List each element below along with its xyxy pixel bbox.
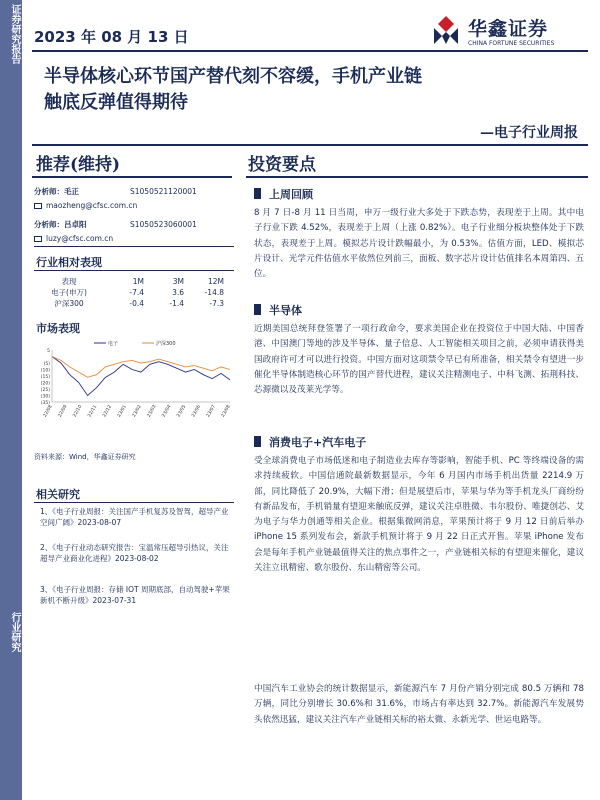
section-text-semiconductor: 近期美国总统拜登签署了一项行政命令，要求美国企业在投资位于中国大陆、中国香港、中国澳门等地的涉及半导体、量子信息、人工智能相关项目之前，必须申请获得美国政府许可才可以进行投资。中国方面对这项禁令早已有所准备，相关禁令有望进一步催化半导体制造核心环节的国产替代进程，建议关注精测电子、中科飞测、拓荆科技、芯源微以及茂莱光学等。 <box>254 324 584 396</box>
x-tick-label: 23/05 <box>176 404 188 419</box>
bullet-square-icon <box>254 188 261 199</box>
x-tick-label: 23/01 <box>117 404 128 419</box>
mail-icon <box>34 203 42 209</box>
analyst-2-name: 分析师：吕卓阳 <box>34 220 87 229</box>
legend-hs300: 沪深300 <box>156 341 176 347</box>
series-line-0 <box>52 357 230 396</box>
table-header-row: 表现 1M 3M 12M <box>61 277 224 286</box>
y-tick-label: (10) <box>40 368 50 374</box>
table-row: 沪深300 -0.4 -1.4 -7.3 <box>54 299 224 308</box>
rating: 推荐(维持) <box>36 155 121 175</box>
section-text-auto: 中国汽车工业协会的统计数据显示，新能源汽车 7 月份产销分别完成 80.5 万辆和 78 万辆，同比分别增长 30.6%和 31.6%，市场占有率达到 32.7%。新能源汽车发展势头依然迅猛，建议关注汽车产业链相关标的裕太微、永新光学、世运电路等。 <box>254 684 584 725</box>
y-tick-label: (20) <box>40 381 50 387</box>
section-heading: 上周回顾 <box>254 186 313 202</box>
section-heading: 消费电子+汽车电子 <box>254 434 366 450</box>
x-tick-label: 23/06 <box>191 404 203 419</box>
section-text-review: 8 月 7 日-8 月 11 日当周，申万一级行业大多处于下跌态势，表现差于上周。其中电子行业下跌 4.52%，表现差于上周（上涨 0.82%）。电子行业细分板块整体处于下跌状态，表现差于上周。模拟芯片设计跌幅最小，为 0.53%。估值方面，LED、模拟芯片设计、光学元件估值水平依然位列前三，面板、数字芯片设计估值排名本周第四、五位。 <box>254 208 584 280</box>
logo-mark-icon <box>430 14 462 46</box>
chart-source: 资料来源：Wind，华鑫证券研究 <box>34 453 136 461</box>
performance-table <box>34 276 234 309</box>
related-item-3[interactable]: 3、《电子行业周报：存储 IOT 周期底部，自动驾驶+苹果新机不断升级》2023-07-31 <box>40 585 230 605</box>
x-tick-label: 22/12 <box>102 404 114 419</box>
x-tick-label: 22/09 <box>57 404 69 419</box>
legend-electronics: 电子 <box>108 341 119 347</box>
x-tick-label: 23/02 <box>131 404 143 419</box>
section-heading: 半导体 <box>254 302 302 318</box>
analyst-2-email[interactable]: luzy@cfsc.com.cn <box>46 234 114 243</box>
table-row: 电子(申万) -7.4 3.6 -14.8 <box>51 288 224 297</box>
rating-underline <box>32 176 232 178</box>
market-chart <box>34 338 234 430</box>
x-tick-label: 23/08 <box>220 404 232 419</box>
side-banner <box>0 0 22 800</box>
related-item-1[interactable]: 1、《电子行业周报：关注国产手机复苏及智驾，超导产业空间广阔》2023-08-07 <box>40 507 229 527</box>
y-tick-label: 5 <box>47 349 50 354</box>
analyst-2-cert: S1050523060001 <box>130 220 197 229</box>
x-tick-label: 22/10 <box>72 404 84 419</box>
analyst-block <box>34 186 234 244</box>
y-tick-label: (5) <box>43 362 50 367</box>
logo-english: CHINA FORTUNE SECURITIES <box>468 40 555 47</box>
bullet-square-icon <box>254 436 261 447</box>
report-date: 2023 年 08 月 13 日 <box>34 28 189 46</box>
x-tick-label: 22/11 <box>87 404 99 419</box>
header-divider <box>32 50 588 52</box>
title-divider <box>32 144 588 146</box>
logo-chinese: 华鑫证券 <box>468 18 549 40</box>
market-heading: 市场表现 <box>36 322 80 335</box>
x-tick-label: 23/07 <box>206 404 217 419</box>
invest-heading: 投资要点 <box>248 155 316 175</box>
analyst-divider <box>34 246 234 247</box>
related-heading: 相关研究 <box>36 488 80 501</box>
invest-underline <box>246 176 588 178</box>
sidebar-bottom-label: 行业研究 <box>9 612 20 652</box>
y-tick-label: (30) <box>40 394 50 400</box>
mail-icon <box>34 236 42 242</box>
analyst-1-name: 分析师：毛正 <box>34 187 79 196</box>
x-tick-label: 22/08 <box>42 404 54 419</box>
performance-heading: 行业相对表现 <box>36 256 102 269</box>
related-item-2[interactable]: 2、《电子行业动态研究报告：宝温常压超导引热议，关注超导产业商业化进程》2023-08-02 <box>40 543 229 563</box>
report-subtitle: —电子行业周报 <box>480 125 578 141</box>
report-title: 半导体核心环节国产替代刻不容缓，手机产业链 触底反弹值得期待 <box>44 66 422 113</box>
performance-divider <box>34 270 234 271</box>
y-tick-label: (25) <box>40 388 50 393</box>
y-tick-label: (15) <box>40 375 50 380</box>
analyst-1-email[interactable]: maozheng@cfsc.com.cn <box>46 201 138 210</box>
y-tick-label: (35) <box>40 401 50 406</box>
section-text-consumer: 受全球消费电子市场低迷和电子制造业去库存等影响，智能手机、PC 等终端设备的需求持续疲软。中国信通院最新数据显示，今年 6 月国内市场手机出货量 2214.9 万部，同比降低了 20.9%，大幅下滑；但是展望后市，苹果与华为等手机龙头厂商纷纷有新品发布，手机销量有望迎来触底反弹，建议关注卓胜微、韦尔股份、唯捷创芯、艾为电子与华力创通等相关企业。根据集微网消息，苹果预计将于 9 月 12 日前后举办 iPhone 15 系列发布会，新款手机预计将于 9 月 22 日正式开售。苹果 iPhone 发布会是每年手机产业链最值得关注的焦点事件之一，产业链相关标的有望迎来催化，建议关注立讯精密、歌尔股份、东山精密等公司。 <box>254 456 584 574</box>
x-tick-label: 23/04 <box>161 404 173 419</box>
sidebar-top-label: 证券研究报告 <box>9 4 20 64</box>
x-tick-label: 23/03 <box>146 404 158 419</box>
analyst-1-cert: S1050521120001 <box>130 187 197 196</box>
related-divider <box>34 502 234 503</box>
bullet-square-icon <box>254 304 261 315</box>
